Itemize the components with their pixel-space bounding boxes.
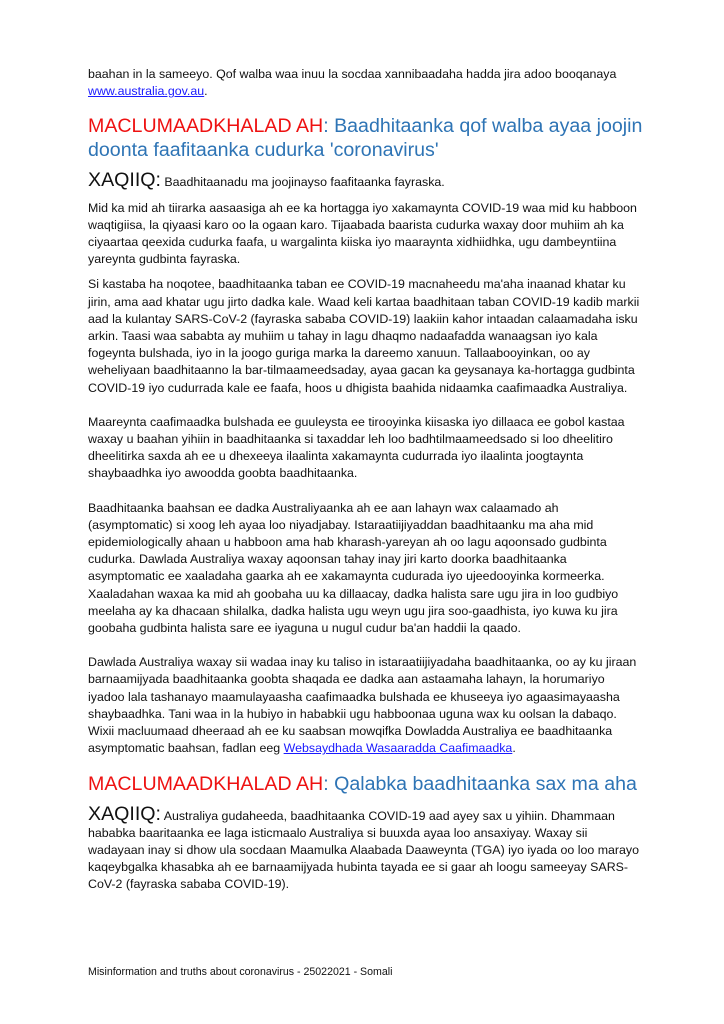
section2-fact-text: Australiya gudaheeda, baadhitaanka COVID-19 aad ayey sax u yihiin. Dhammaan hababka baaritaanka ee laga isticmaalo Australiya si buuxda ayaa loo ansaxiyay. Waxay sii wadayaan inay si dhow ula socdaan Maamulka Alaabada Daaweynta (TGA) iyo iyada oo loo marayo kaqeybgalka khasabka ah ee barnaamijyada hubinta tayada ee si gaar ah loogu sameeyay SARS-CoV-2 (fayraska sababa COVID-19). <box>88 808 640 892</box>
section1-paragraph-5 <box>88 654 644 757</box>
section1-heading-text: : Baadhitaanka qof walba ayaa joojin doonta faafitaanka cudurka 'coronavirus' <box>88 115 643 162</box>
health-department-link[interactable]: Websaydhada Wasaaradda Caafimaadka <box>283 741 513 756</box>
section1-last-text: Dawlada Australiya waxay sii wadaa inay ku taliso in istaraatiijiyadaha baadhitaanka, oo ay ku jiraan barnaamijyada baadhitaanka goobta shaqada ee dadka aan astaamaha lahayn, la horumariyo iyadoo lala tashanayo maamulayaasha caafimaadka bulshada ee khuseeya iyo agaasimayaasha shaybaadhka. Tani waa in la hubiyo in hababkii ugu habboonaa uguna wax ku oolsan la dabaqo. Wixii macluumaad dheeraad ah ee ku saabsan mowqifka Dowladda Australiya ee baadhitaanka asymptomatic baahsan, fadlan eeg <box>88 655 637 756</box>
section2-heading-prefix: MACLUMAADKHALAD AH <box>88 772 324 795</box>
section1-paragraph-2: Si kastaba ha noqotee, baadhitaanka taban ee COVID-19 macnaheedu ma'aha inaanad khatar ku jirin, ama aad khatar ugu jirto dadka kale. Waad keli kartaa baadhitaan taban COVID-19 kadib markii aad la kulantay SARS-CoV-2 (fayraska sababa COVID-19) laakiin kahor intaadan calaamadaha isku arkin. Taasi waa sababta ay muhiim u tahay in lagu dhaqmo nadaafadda wanaagsan iyo kala fogeynta bulshada, iyo in la joogo guriga marka la dareemo xanuun. Tallaabooyinkan, oo ay weheliyaan baadhitaanno la bar-tilmaameedsaday, ayaa gacan ka geysanaya ka-hortagga gudbinta COVID-19 iyo cudurrada kale ee faafa, hoos u dhigista baahida nidaamka caafimaadka Australiya. <box>88 277 640 395</box>
section1-fact-text: Baadhitaanadu ma joojinayso faafitaanka fayraska. <box>160 175 445 190</box>
section1-paragraph-4: Baadhitaanka baahsan ee dadka Australiyaanka ah ee aan lahayn wax calaamado ah (asymptomatic) si xoog leh ayaa loo niyadjabay. Istaraatiijiyaddan baadhitaanku ma aha mid epidemiologically ahaan u habboon ama hab kharash-yareyan ah oo lagu aqoonsado gudbinta cudurka. Dawlada Australiya waxay aqoonsan tahay inay jiri karto doorka baadhitaanka asymptomatic ee xaaladaha gaarka ah ee xakamaynta cudurada iyo ujeedooyinka kormeerka. Xaaladahan waxaa ka mid ah goobaha uu ka dillaacay, dadka halista sare ugu jira in loo gudbiyo meelaha ay ka dhacaan shilalka, dadka halista ugu weyn ugu jira soo-gaadhista, iyo kuwa ku jira goobaha gudbinta halista sare ee iyaguna u nugul cudur ba'an haddii la qaado. <box>88 500 619 636</box>
section1-paragraph-3: Maareynta caafimaadka bulshada ee guuleysta ee tirooyinka kiisaska iyo dillaaca ee gobol kastaa waxay u baahan yihiin in baadhitaanka si taxaddar leh loo badhtilmaameedsado si loo dheelitiro dheelitirka saxda ah ee u dhexeeya ilaalinta xakamaynta cudurrada iyo ilaalinta joogtaynta shaybaadhka iyo awoodda goobta baadhitaanka. <box>88 414 625 481</box>
intro-text: baahan in la sameeyo. Qof walba waa inuu la socdaa xannibaadaha hadda jira adoo booqanaya <box>88 67 617 81</box>
section1-heading <box>88 114 644 162</box>
section1-fact-tag: XAQIIQ: <box>88 169 161 192</box>
intro-end: . <box>204 84 208 99</box>
section1-fact <box>88 169 644 192</box>
australia-gov-link[interactable]: www.australia.gov.au <box>88 84 205 99</box>
section1-paragraph-1: Mid ka mid ah tiirarka aasaasiga ah ee ka hortagga iyo xakamaynta COVID-19 waa mid ku habboon waqtigiisa, la qiyaasi karo oo la ogaan karo. Tijaabada baarista cudurka waxay door muhiim ah ka ciyaartaa qeexida cudurka faafa, u wargalinta kiiska iyo maaraynta xidhiidhka, ugu dambeyntiina yareynta gudbinta fayraska. <box>88 200 637 267</box>
section1-last-end: . <box>512 741 516 756</box>
intro-paragraph <box>88 66 644 100</box>
page-footer: Misinformation and truths about coronavirus - 25022021 - Somali <box>88 966 393 978</box>
section2-fact <box>88 802 644 894</box>
section2-heading <box>88 772 644 796</box>
section1-heading-prefix: MACLUMAADKHALAD AH <box>88 115 324 138</box>
section2-heading-text: : Qalabka baadhitaanka sax ma aha <box>323 772 637 795</box>
section2-fact-tag: XAQIIQ: <box>88 802 161 825</box>
